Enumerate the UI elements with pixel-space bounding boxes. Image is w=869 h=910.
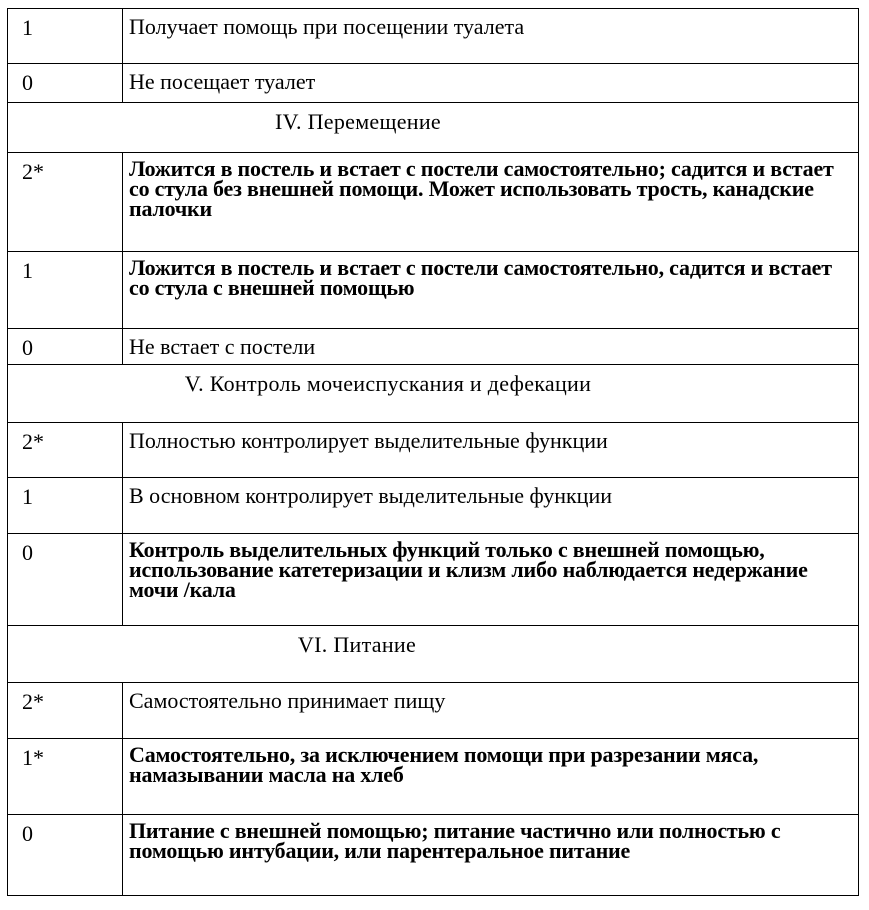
score-cell: 0 bbox=[8, 329, 123, 365]
table-row bbox=[8, 815, 859, 896]
score-cell: 1 bbox=[8, 252, 123, 329]
score-cell: 2* bbox=[8, 153, 123, 252]
section-heading bbox=[8, 103, 859, 153]
section-row bbox=[8, 365, 859, 423]
table-row bbox=[8, 534, 859, 626]
score-cell: 0 bbox=[8, 534, 123, 626]
section-heading bbox=[8, 626, 859, 683]
description-cell: Не посещает туалет bbox=[123, 64, 859, 103]
section-heading bbox=[8, 365, 859, 423]
description-cell: Самостоятельно принимает пищу bbox=[123, 683, 859, 739]
section-title: V. Контроль мочеиспускания и дефекации bbox=[184, 371, 592, 396]
table-row bbox=[8, 153, 859, 252]
score-cell: 0 bbox=[8, 815, 123, 896]
section-row bbox=[8, 626, 859, 683]
score-cell: 1 bbox=[8, 478, 123, 534]
score-cell: 2* bbox=[8, 683, 123, 739]
description-cell: Не встает с постели bbox=[123, 329, 859, 365]
table-row bbox=[8, 252, 859, 329]
table-row bbox=[8, 9, 859, 64]
section-row bbox=[8, 103, 859, 153]
table-row bbox=[8, 739, 859, 815]
score-cell: 2* bbox=[8, 423, 123, 478]
description-cell: Питание с внешней помощью; питание частично или полностью с помощью интубации, или парентеральное питание bbox=[123, 815, 859, 896]
table-row bbox=[8, 423, 859, 478]
table-row bbox=[8, 329, 859, 365]
section-title: IV. Перемещение bbox=[275, 109, 441, 134]
section-title: VI. Питание bbox=[297, 632, 417, 657]
score-cell: 1 bbox=[8, 9, 123, 64]
assessment-table bbox=[7, 8, 859, 896]
table-row bbox=[8, 683, 859, 739]
description-cell: Получает помощь при посещении туалета bbox=[123, 9, 859, 64]
table-row bbox=[8, 478, 859, 534]
score-cell: 1* bbox=[8, 739, 123, 815]
description-cell: Контроль выделительных функций только с внешней помощью, использование катетеризации и клизм либо наблюдается недержание мочи /кала bbox=[123, 534, 859, 626]
description-cell: Ложится в постель и встает с постели самостоятельно, садится и встает со стула с внешней помощью bbox=[123, 252, 859, 329]
description-cell: Ложится в постель и встает с постели самостоятельно; садится и встает со стула без внешней помощи. Может использовать трость, канадские палочки bbox=[123, 153, 859, 252]
table-row bbox=[8, 64, 859, 103]
score-cell: 0 bbox=[8, 64, 123, 103]
description-cell: В основном контролирует выделительные функции bbox=[123, 478, 859, 534]
description-cell: Полностью контролирует выделительные функции bbox=[123, 423, 859, 478]
description-cell: Самостоятельно, за исключением помощи при разрезании мяса, намазывании масла на хлеб bbox=[123, 739, 859, 815]
